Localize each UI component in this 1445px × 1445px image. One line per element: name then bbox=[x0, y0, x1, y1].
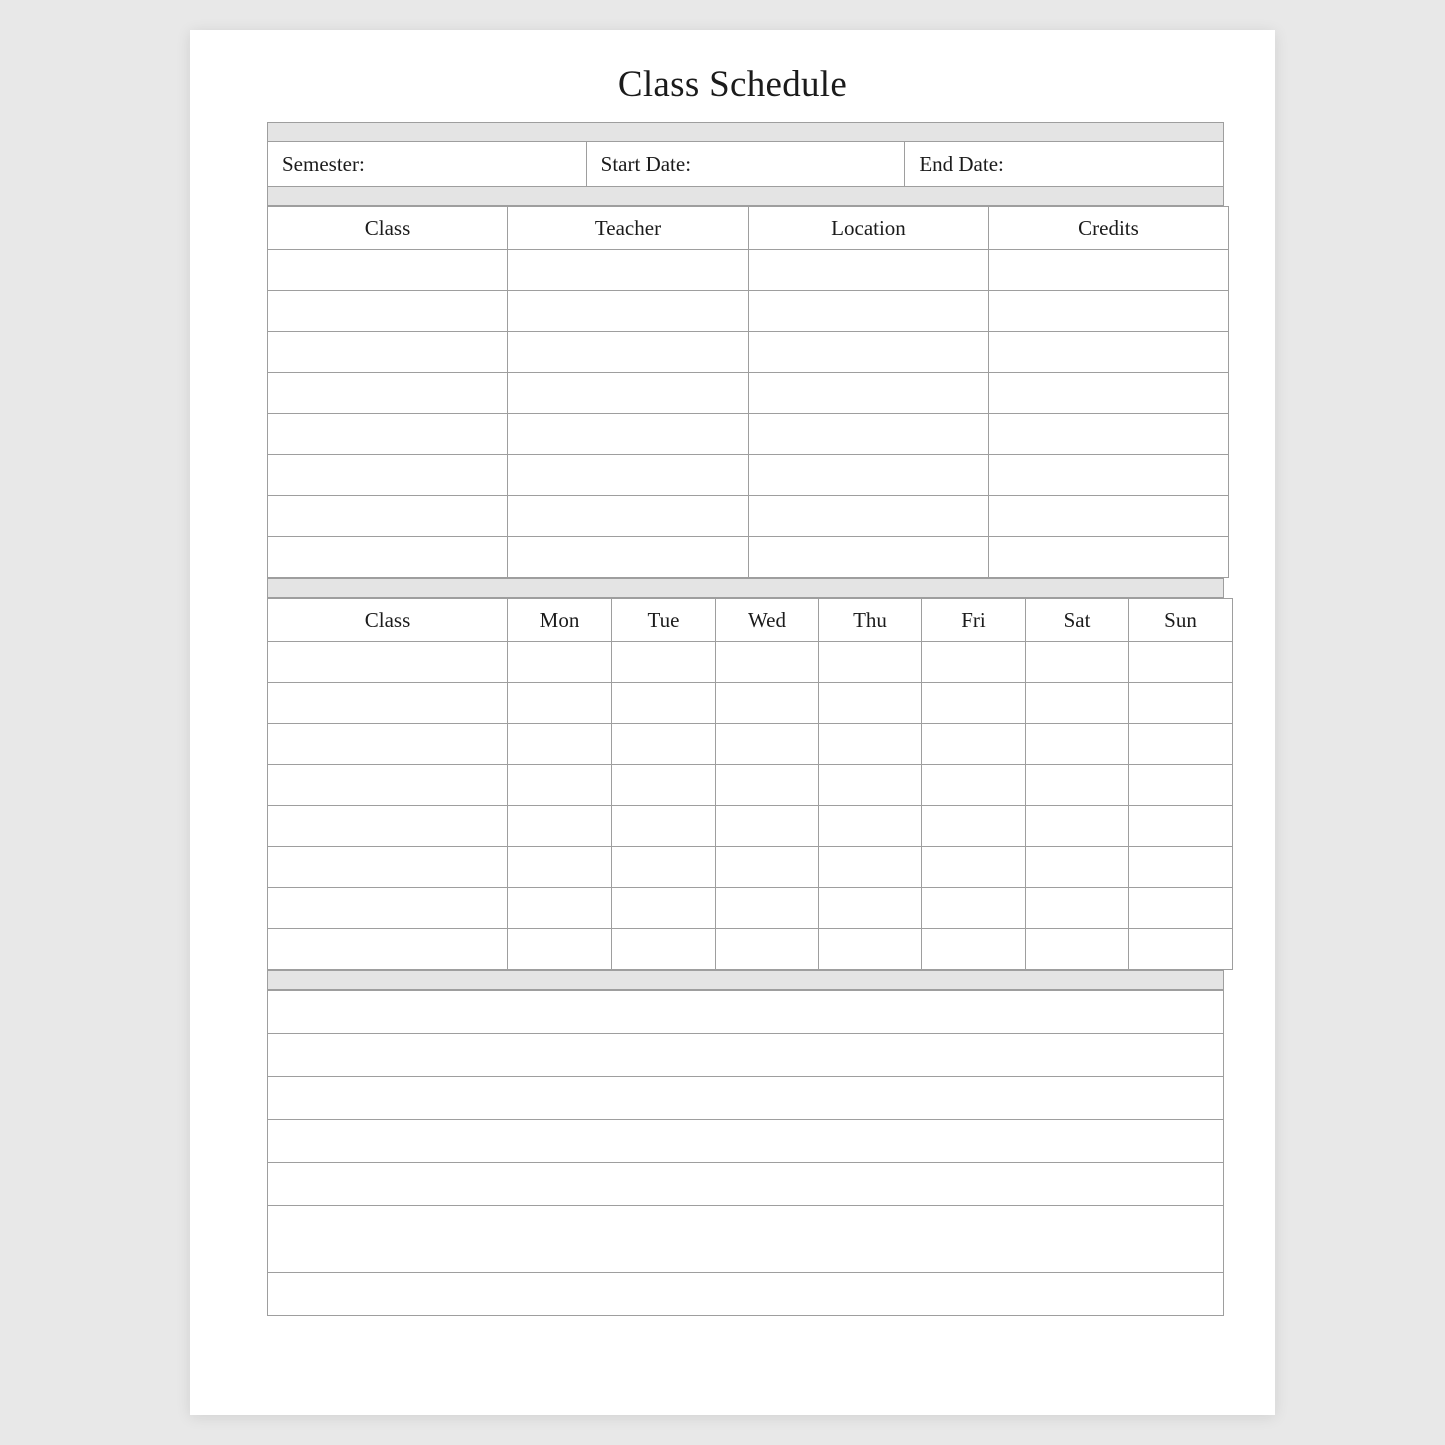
column-header-wed: Wed bbox=[716, 599, 819, 642]
cell-location[interactable] bbox=[749, 373, 989, 414]
band-top bbox=[268, 123, 1224, 142]
table-row[interactable] bbox=[268, 537, 1229, 578]
cell-teacher[interactable] bbox=[508, 373, 749, 414]
cell-thu[interactable] bbox=[819, 806, 922, 847]
cell-fri[interactable] bbox=[922, 806, 1026, 847]
notes-table-body bbox=[268, 991, 1224, 1316]
cell-sun[interactable] bbox=[1129, 642, 1233, 683]
notes-table bbox=[267, 990, 1224, 1316]
cell-sun[interactable] bbox=[1129, 683, 1233, 724]
cell-class[interactable] bbox=[268, 250, 508, 291]
notes-line[interactable] bbox=[268, 1163, 1224, 1206]
cell-class[interactable] bbox=[268, 929, 508, 970]
cell-fri[interactable] bbox=[922, 929, 1026, 970]
cell-fri[interactable] bbox=[922, 765, 1026, 806]
cell-class[interactable] bbox=[268, 642, 508, 683]
cell-tue[interactable] bbox=[612, 642, 716, 683]
cell-class[interactable] bbox=[268, 291, 508, 332]
cell-credits[interactable] bbox=[989, 332, 1229, 373]
classes-table bbox=[267, 206, 1229, 578]
column-header-credits: Credits bbox=[989, 207, 1229, 250]
cell-thu[interactable] bbox=[819, 888, 922, 929]
list-item[interactable] bbox=[268, 1273, 1224, 1316]
document-sheet bbox=[190, 30, 1275, 1415]
cell-tue[interactable] bbox=[612, 888, 716, 929]
column-header-location: Location bbox=[749, 207, 989, 250]
cell-wed[interactable] bbox=[716, 765, 819, 806]
band-notes bbox=[268, 971, 1224, 990]
cell-mon[interactable] bbox=[508, 929, 612, 970]
column-header-thu: Thu bbox=[819, 599, 922, 642]
cell-mon[interactable] bbox=[508, 642, 612, 683]
cell-location[interactable] bbox=[749, 332, 989, 373]
list-item[interactable] bbox=[268, 1163, 1224, 1206]
cell-fri[interactable] bbox=[922, 642, 1026, 683]
table-row[interactable] bbox=[268, 455, 1229, 496]
notes-line[interactable] bbox=[268, 1120, 1224, 1163]
cell-class[interactable] bbox=[268, 414, 508, 455]
cell-sun[interactable] bbox=[1129, 806, 1233, 847]
cell-class[interactable] bbox=[268, 496, 508, 537]
table-row[interactable] bbox=[268, 806, 1233, 847]
cell-mon[interactable] bbox=[508, 847, 612, 888]
cell-teacher[interactable] bbox=[508, 537, 749, 578]
band-cell bbox=[268, 187, 1224, 206]
cell-class[interactable] bbox=[268, 847, 508, 888]
notes-line[interactable] bbox=[268, 991, 1224, 1034]
cell-wed[interactable] bbox=[716, 683, 819, 724]
semester-field[interactable] bbox=[268, 142, 587, 187]
cell-tue[interactable] bbox=[612, 765, 716, 806]
band-below-info bbox=[268, 187, 1224, 206]
list-item[interactable] bbox=[268, 991, 1224, 1034]
start-date-label: Start Date: bbox=[600, 151, 692, 176]
band-cell bbox=[268, 123, 1224, 142]
cell-sat[interactable] bbox=[1026, 642, 1129, 683]
cell-sat[interactable] bbox=[1026, 724, 1129, 765]
cell-mon[interactable] bbox=[508, 724, 612, 765]
cell-teacher[interactable] bbox=[508, 496, 749, 537]
cell-credits[interactable] bbox=[989, 250, 1229, 291]
table-row[interactable] bbox=[268, 291, 1229, 332]
cell-sun[interactable] bbox=[1129, 888, 1233, 929]
cell-class[interactable] bbox=[268, 332, 508, 373]
column-header-teacher: Teacher bbox=[508, 207, 749, 250]
table-row[interactable] bbox=[268, 929, 1233, 970]
notes-line[interactable] bbox=[268, 1034, 1224, 1077]
cell-mon[interactable] bbox=[508, 765, 612, 806]
cell-sat[interactable] bbox=[1026, 683, 1129, 724]
semester-info-row bbox=[268, 142, 1224, 187]
cell-teacher[interactable] bbox=[508, 291, 749, 332]
cell-location[interactable] bbox=[749, 414, 989, 455]
header-info-table bbox=[267, 122, 1224, 206]
cell-location[interactable] bbox=[749, 250, 989, 291]
cell-class[interactable] bbox=[268, 537, 508, 578]
cell-thu[interactable] bbox=[819, 765, 922, 806]
cell-thu[interactable] bbox=[819, 724, 922, 765]
column-header-class: Class bbox=[268, 599, 508, 642]
cell-credits[interactable] bbox=[989, 455, 1229, 496]
band-cell bbox=[268, 971, 1224, 990]
column-header-tue: Tue bbox=[612, 599, 716, 642]
cell-location[interactable] bbox=[749, 537, 989, 578]
cell-thu[interactable] bbox=[819, 847, 922, 888]
end-date-label: End Date: bbox=[919, 151, 1004, 176]
cell-sun[interactable] bbox=[1129, 929, 1233, 970]
cell-fri[interactable] bbox=[922, 888, 1026, 929]
table-row[interactable] bbox=[268, 765, 1233, 806]
cell-wed[interactable] bbox=[716, 929, 819, 970]
cell-teacher[interactable] bbox=[508, 250, 749, 291]
classes-table-body bbox=[268, 250, 1229, 578]
cell-sun[interactable] bbox=[1129, 724, 1233, 765]
cell-sun[interactable] bbox=[1129, 765, 1233, 806]
cell-sun[interactable] bbox=[1129, 847, 1233, 888]
cell-wed[interactable] bbox=[716, 847, 819, 888]
table-row[interactable] bbox=[268, 373, 1229, 414]
end-date-field[interactable] bbox=[905, 142, 1224, 187]
cell-tue[interactable] bbox=[612, 806, 716, 847]
table-row[interactable] bbox=[268, 683, 1233, 724]
notes-line[interactable] bbox=[268, 1273, 1224, 1316]
notes-line[interactable] bbox=[268, 1077, 1224, 1120]
weekly-header-row bbox=[268, 599, 1233, 642]
list-item[interactable] bbox=[268, 1206, 1224, 1273]
cell-class[interactable] bbox=[268, 724, 508, 765]
cell-thu[interactable] bbox=[819, 929, 922, 970]
cell-teacher[interactable] bbox=[508, 414, 749, 455]
band-weekly bbox=[268, 579, 1224, 598]
cell-sat[interactable] bbox=[1026, 929, 1129, 970]
cell-mon[interactable] bbox=[508, 888, 612, 929]
cell-wed[interactable] bbox=[716, 724, 819, 765]
cell-credits[interactable] bbox=[989, 414, 1229, 455]
band-cell bbox=[268, 579, 1224, 598]
cell-class[interactable] bbox=[268, 455, 508, 496]
cell-teacher[interactable] bbox=[508, 332, 749, 373]
cell-thu[interactable] bbox=[819, 683, 922, 724]
cell-thu[interactable] bbox=[819, 642, 922, 683]
cell-credits[interactable] bbox=[989, 373, 1229, 414]
list-item[interactable] bbox=[268, 1034, 1224, 1077]
cell-sat[interactable] bbox=[1026, 806, 1129, 847]
table-row[interactable] bbox=[268, 847, 1233, 888]
cell-class[interactable] bbox=[268, 373, 508, 414]
page-title: Class Schedule bbox=[617, 64, 848, 105]
weekly-table bbox=[267, 598, 1233, 970]
column-header-sun: Sun bbox=[1129, 599, 1233, 642]
cell-wed[interactable] bbox=[716, 806, 819, 847]
cell-sat[interactable] bbox=[1026, 765, 1129, 806]
cell-mon[interactable] bbox=[508, 683, 612, 724]
cell-sat[interactable] bbox=[1026, 888, 1129, 929]
cell-tue[interactable] bbox=[612, 724, 716, 765]
cell-class[interactable] bbox=[268, 888, 508, 929]
band-between-tables-wrap bbox=[267, 578, 1224, 598]
cell-tue[interactable] bbox=[612, 683, 716, 724]
start-date-field[interactable] bbox=[586, 142, 905, 187]
cell-mon[interactable] bbox=[508, 806, 612, 847]
cell-teacher[interactable] bbox=[508, 455, 749, 496]
cell-sat[interactable] bbox=[1026, 847, 1129, 888]
cell-class[interactable] bbox=[268, 765, 508, 806]
cell-class[interactable] bbox=[268, 806, 508, 847]
cell-wed[interactable] bbox=[716, 888, 819, 929]
document-content bbox=[267, 122, 1224, 1316]
table-row[interactable] bbox=[268, 888, 1233, 929]
notes-line[interactable] bbox=[268, 1206, 1224, 1273]
table-row[interactable] bbox=[268, 724, 1233, 765]
cell-location[interactable] bbox=[749, 291, 989, 332]
cell-fri[interactable] bbox=[922, 847, 1026, 888]
cell-fri[interactable] bbox=[922, 683, 1026, 724]
cell-tue[interactable] bbox=[612, 847, 716, 888]
cell-class[interactable] bbox=[268, 683, 508, 724]
list-item[interactable] bbox=[268, 1077, 1224, 1120]
table-row[interactable] bbox=[268, 642, 1233, 683]
list-item[interactable] bbox=[268, 1120, 1224, 1163]
table-row[interactable] bbox=[268, 250, 1229, 291]
cell-location[interactable] bbox=[749, 455, 989, 496]
band-before-notes-wrap bbox=[267, 970, 1224, 990]
column-header-fri: Fri bbox=[922, 599, 1026, 642]
table-row[interactable] bbox=[268, 332, 1229, 373]
cell-fri[interactable] bbox=[922, 724, 1026, 765]
cell-credits[interactable] bbox=[989, 496, 1229, 537]
column-header-mon: Mon bbox=[508, 599, 612, 642]
weekly-table-body bbox=[268, 642, 1233, 970]
column-header-sat: Sat bbox=[1026, 599, 1129, 642]
cell-credits[interactable] bbox=[989, 291, 1229, 332]
cell-location[interactable] bbox=[749, 496, 989, 537]
cell-credits[interactable] bbox=[989, 537, 1229, 578]
semester-label: Semester: bbox=[282, 151, 365, 176]
table-row[interactable] bbox=[268, 496, 1229, 537]
column-header-class: Class bbox=[268, 207, 508, 250]
cell-tue[interactable] bbox=[612, 929, 716, 970]
table-row[interactable] bbox=[268, 414, 1229, 455]
cell-wed[interactable] bbox=[716, 642, 819, 683]
classes-header-row bbox=[268, 207, 1229, 250]
